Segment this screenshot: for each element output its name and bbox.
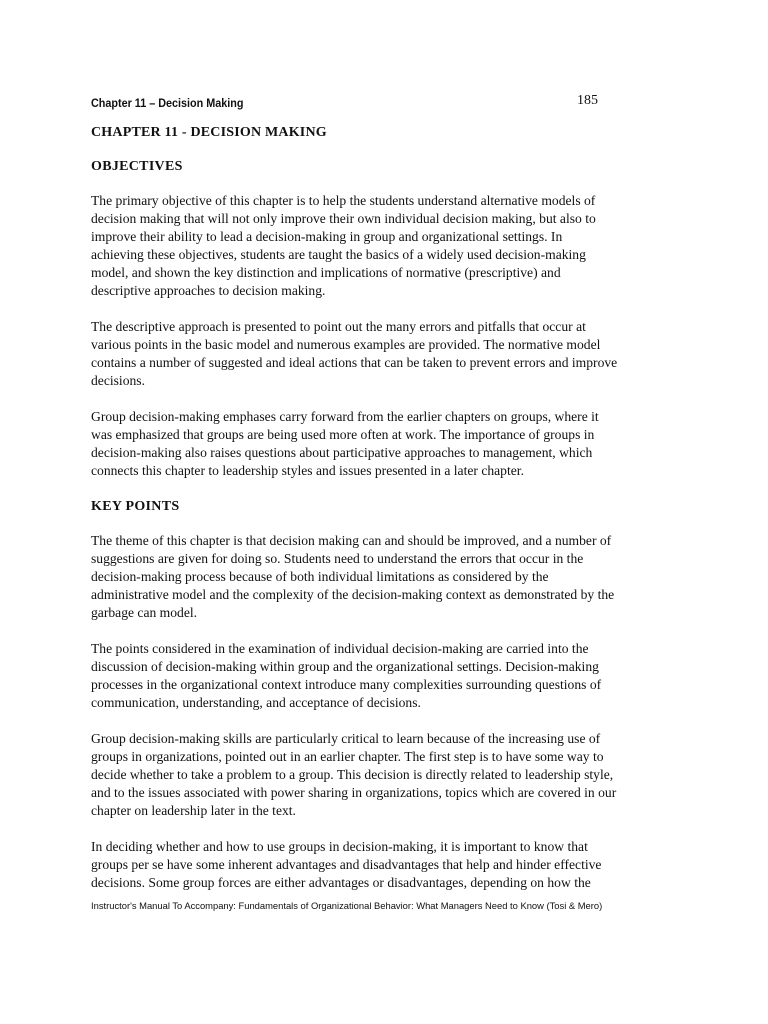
- text-line: groups per se have some inherent advantages and disadvantages that help and hinder effective: [91, 857, 602, 872]
- text-line: various points in the basic model and numerous examples are provided. The normative model: [91, 337, 601, 352]
- paragraph: [91, 408, 691, 480]
- paragraph: [91, 640, 691, 712]
- text-line: discussion of decision-making within group and the organizational settings. Decision-making: [91, 659, 599, 674]
- paragraph: [91, 318, 691, 390]
- running-header: [91, 94, 601, 112]
- text-line: decision making that will not only improve their own individual decision making, but also to: [91, 211, 596, 226]
- text-line: groups in organizations, pointed out in an earlier chapter. The first step is to have some way to: [91, 749, 604, 764]
- paragraph: [91, 730, 691, 820]
- text-line: contains a number of suggested and ideal actions that can be taken to prevent errors and improve: [91, 355, 618, 370]
- text-line: decision-making also raises questions about participative approaches to management, which: [91, 445, 593, 460]
- text-line: connects this chapter to leadership styles and issues presented in a later chapter.: [91, 463, 524, 478]
- section-heading: KEY POINTS: [91, 499, 180, 514]
- page-number: 185: [577, 93, 598, 108]
- text-line: processes in the organizational context introduce many complexities surrounding questions of: [91, 677, 602, 692]
- paragraph: [91, 192, 691, 300]
- section-heading: OBJECTIVES: [91, 159, 183, 174]
- text-line: communication, understanding, and acceptance of decisions.: [91, 695, 421, 710]
- text-line: chapter on leadership later in the text.: [91, 803, 296, 818]
- paragraph: [91, 532, 691, 622]
- text-line: Group decision-making emphases carry forward from the earlier chapters on groups, where it: [91, 409, 599, 424]
- text-line: achieving these objectives, students are taught the basics of a widely used decision-making: [91, 247, 586, 262]
- text-line: garbage can model.: [91, 605, 198, 620]
- text-line: administrative model and the complexity of the decision-making context as demonstrated by the: [91, 587, 615, 602]
- section-objectives: [91, 158, 691, 480]
- text-line: decision-making process because of both individual limitations as considered by the: [91, 569, 549, 584]
- paragraph: [91, 838, 691, 892]
- text-line: was emphasized that groups are being used more often at work. The importance of groups in: [91, 427, 595, 442]
- text-line: The primary objective of this chapter is to help the students understand alternative models of: [91, 193, 596, 208]
- text-line: In deciding whether and how to use groups in decision-making, it is important to know that: [91, 839, 588, 854]
- text-line: suggestions are given for doing so. Students need to understand the errors that occur in the: [91, 551, 584, 566]
- page-footer: Instructor's Manual To Accompany: Fundamentals of Organizational Behavior: What Managers Need to Know (Tosi & Mero): [91, 900, 603, 911]
- page-content: [91, 124, 691, 910]
- chapter-title: CHAPTER 11 - DECISION MAKING: [91, 125, 327, 140]
- text-line: The theme of this chapter is that decision making can and should be improved, and a number of: [91, 533, 612, 548]
- text-line: descriptive approaches to decision making.: [91, 283, 326, 298]
- text-line: and to the issues associated with power sharing in organizations, topics which are covered in our: [91, 785, 617, 800]
- text-line: Group decision-making skills are particularly critical to learn because of the increasing use of: [91, 731, 601, 746]
- text-line: decisions. Some group forces are either advantages or disadvantages, depending on how the: [91, 875, 591, 890]
- header-chapter-label: Chapter 11 – Decision Making: [91, 96, 244, 110]
- text-line: decisions.: [91, 373, 145, 388]
- text-line: model, and shown the key distinction and implications of normative (prescriptive) and: [91, 265, 561, 280]
- text-line: decide whether to take a problem to a group. This decision is directly related to leadership style,: [91, 767, 614, 782]
- section-key-points: [91, 498, 691, 892]
- text-line: The descriptive approach is presented to point out the many errors and pitfalls that occur at: [91, 319, 586, 334]
- text-line: improve their ability to lead a decision-making in group and organizational settings. In: [91, 229, 563, 244]
- text-line: The points considered in the examination of individual decision-making are carried into the: [91, 641, 589, 656]
